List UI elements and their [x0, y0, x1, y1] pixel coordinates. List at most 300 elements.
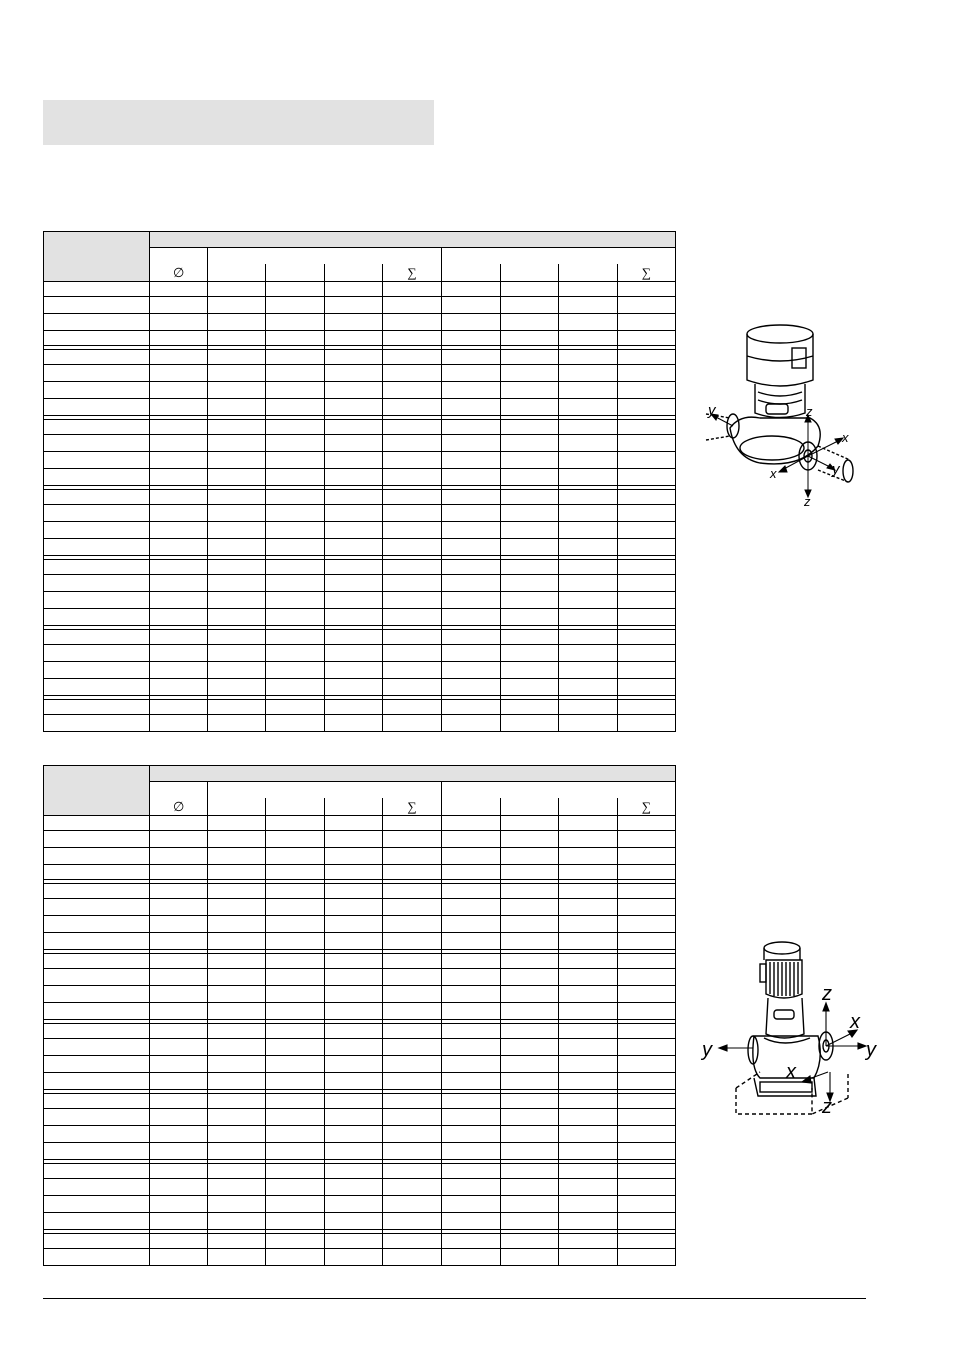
table-cell: [266, 933, 325, 950]
table-cell: [44, 662, 150, 679]
table-cell: [500, 420, 558, 435]
table-cell: [150, 899, 208, 916]
table-cell: [44, 865, 150, 880]
table-cell: [441, 399, 500, 416]
table-cell: [617, 1196, 675, 1213]
table-cell: [383, 365, 441, 382]
table-cell: [44, 490, 150, 505]
table-cell: [617, 831, 675, 848]
table-cell: [325, 916, 383, 933]
table-cell: [617, 916, 675, 933]
table-cell: [208, 469, 266, 486]
table-cell: [266, 969, 325, 986]
table-cell: [441, 865, 500, 880]
table-cell: [44, 435, 150, 452]
table-cell: [44, 1056, 150, 1073]
table-row: [44, 1196, 676, 1213]
table-cell: [208, 1039, 266, 1056]
table-cell: [150, 575, 208, 592]
table-cell: [208, 331, 266, 346]
table-cell: [441, 1164, 500, 1179]
table-cell: [325, 1213, 383, 1230]
table-cell: [325, 420, 383, 435]
table-row: [44, 592, 676, 609]
table-cell: [208, 831, 266, 848]
table-cell: [500, 865, 558, 880]
table-cell: [208, 560, 266, 575]
table-cell: [383, 933, 441, 950]
table-row: [44, 350, 676, 365]
table-cell: [150, 933, 208, 950]
inline-pump-axis-diagram-icon: [700, 318, 870, 513]
table-cell: [383, 1196, 441, 1213]
table-cell: [441, 420, 500, 435]
table-cell: [44, 899, 150, 916]
table-cell: [325, 1073, 383, 1090]
table-cell: [208, 522, 266, 539]
table-cell: [617, 1179, 675, 1196]
table-cell: [441, 831, 500, 848]
table-cell: [500, 522, 558, 539]
axis-label: z: [804, 494, 811, 509]
table-cell: [44, 399, 150, 416]
table-cell: [208, 592, 266, 609]
column-group-header: [150, 766, 676, 782]
table-cell: [558, 1213, 617, 1230]
table-cell: [325, 715, 383, 732]
table-cell: [383, 435, 441, 452]
table-cell: [441, 715, 500, 732]
table-cell: [383, 954, 441, 969]
axis-label: z: [822, 983, 832, 1005]
table-row: [44, 986, 676, 1003]
discharge-group-header: [441, 248, 675, 264]
table-cell: [383, 969, 441, 986]
table-cell: [383, 848, 441, 865]
table-cell: [383, 609, 441, 626]
table-cell: [383, 282, 441, 297]
table-cell: [617, 314, 675, 331]
table-cell: [617, 1039, 675, 1056]
table-cell: [208, 575, 266, 592]
table-row: [44, 630, 676, 645]
table-cell: [441, 679, 500, 696]
table-cell: [500, 592, 558, 609]
table-cell: [325, 700, 383, 715]
table-cell: [500, 435, 558, 452]
table-row: [44, 969, 676, 986]
table-cell: [325, 592, 383, 609]
table-cell: [266, 1039, 325, 1056]
table-row: [44, 715, 676, 732]
table-cell: [150, 399, 208, 416]
table-row: [44, 1073, 676, 1090]
table-cell: [558, 1024, 617, 1039]
table-cell: [383, 1024, 441, 1039]
table-cell: [150, 630, 208, 645]
table-cell: [441, 1213, 500, 1230]
table-cell: [266, 505, 325, 522]
table-cell: [441, 700, 500, 715]
table-cell: [150, 490, 208, 505]
table-cell: [500, 969, 558, 986]
table-cell: [266, 399, 325, 416]
axis-column-header: ∑: [617, 264, 675, 282]
table-cell: [617, 539, 675, 556]
table-cell: [208, 1024, 266, 1039]
table-cell: [383, 884, 441, 899]
table-cell: [208, 435, 266, 452]
table-row: [44, 420, 676, 435]
table-cell: [150, 1196, 208, 1213]
table-row: [44, 282, 676, 297]
table-cell: [617, 884, 675, 899]
table-cell: [266, 700, 325, 715]
table-cell: [208, 700, 266, 715]
table-cell: [266, 831, 325, 848]
table-cell: [500, 1164, 558, 1179]
table-cell: [266, 816, 325, 831]
table-cell: [500, 899, 558, 916]
table-row: [44, 435, 676, 452]
table-cell: [208, 1234, 266, 1249]
table-cell: [617, 1109, 675, 1126]
table-cell: [383, 816, 441, 831]
table-cell: [558, 986, 617, 1003]
table-cell: [44, 382, 150, 399]
table-cell: [441, 816, 500, 831]
table-cell: [150, 1024, 208, 1039]
table-cell: [150, 1003, 208, 1020]
table-cell: [325, 848, 383, 865]
table-cell: [617, 1126, 675, 1143]
table-cell: [150, 1056, 208, 1073]
table-cell: [325, 1143, 383, 1160]
table-cell: [383, 679, 441, 696]
table-cell: [617, 560, 675, 575]
axis-label: y: [866, 1039, 876, 1061]
table-cell: [150, 679, 208, 696]
table-cell: [558, 715, 617, 732]
table-cell: [325, 505, 383, 522]
table-cell: [383, 715, 441, 732]
table-cell: [266, 435, 325, 452]
table-cell: [500, 575, 558, 592]
table-cell: [441, 452, 500, 469]
table-cell: [617, 469, 675, 486]
table-cell: [208, 282, 266, 297]
table-cell: [383, 1039, 441, 1056]
table-cell: [500, 490, 558, 505]
table-cell: [441, 1024, 500, 1039]
table-cell: [383, 575, 441, 592]
table-cell: [266, 848, 325, 865]
table-cell: [617, 399, 675, 416]
table-cell: [383, 986, 441, 1003]
section-title-bar: [43, 100, 434, 145]
table-cell: [441, 382, 500, 399]
table-cell: [383, 1073, 441, 1090]
table-cell: [383, 297, 441, 314]
table-cell: [441, 969, 500, 986]
table-cell: [558, 314, 617, 331]
table-cell: [441, 522, 500, 539]
table-cell: [558, 522, 617, 539]
table-row: [44, 1234, 676, 1249]
table-cell: [44, 365, 150, 382]
table-cell: [558, 297, 617, 314]
table-cell: [44, 350, 150, 365]
axis-label: y: [832, 461, 840, 478]
table-cell: [558, 1126, 617, 1143]
table-cell: [208, 1109, 266, 1126]
table-cell: [441, 645, 500, 662]
table-cell: [500, 1003, 558, 1020]
table-cell: [325, 865, 383, 880]
table-cell: [441, 954, 500, 969]
table-cell: [617, 331, 675, 346]
table-cell: [441, 1039, 500, 1056]
table-cell: [150, 1126, 208, 1143]
table-row: [44, 831, 676, 848]
table-cell: [44, 630, 150, 645]
table-cell: [150, 1073, 208, 1090]
table-cell: [266, 1164, 325, 1179]
table-cell: [325, 1234, 383, 1249]
table-cell: [208, 969, 266, 986]
table-cell: [266, 592, 325, 609]
table-cell: [500, 314, 558, 331]
table-cell: [558, 831, 617, 848]
table-cell: [500, 1234, 558, 1249]
table-cell: [558, 539, 617, 556]
table-cell: [44, 1179, 150, 1196]
table-cell: [44, 715, 150, 732]
table-cell: [325, 609, 383, 626]
table-cell: [150, 314, 208, 331]
table-cell: [208, 365, 266, 382]
table-cell: [44, 282, 150, 297]
table-cell: [325, 365, 383, 382]
table-cell: [558, 331, 617, 346]
table-cell: [500, 1039, 558, 1056]
table-cell: [325, 1094, 383, 1109]
table-cell: [383, 452, 441, 469]
table-cell: [325, 1196, 383, 1213]
table-cell: [383, 469, 441, 486]
table-cell: [150, 505, 208, 522]
table-cell: [558, 1164, 617, 1179]
table-cell: [150, 420, 208, 435]
table-row: [44, 469, 676, 486]
table-cell: [617, 1094, 675, 1109]
table-cell: [500, 1143, 558, 1160]
table-cell: [383, 1179, 441, 1196]
axis-column-header: [208, 798, 266, 816]
table-cell: [266, 365, 325, 382]
table-cell: [44, 1094, 150, 1109]
nozzle-load-table-top: [43, 231, 676, 732]
table-cell: [617, 715, 675, 732]
table-cell: [266, 954, 325, 969]
table-cell: [150, 816, 208, 831]
table-cell: [441, 1094, 500, 1109]
table-cell: [500, 1073, 558, 1090]
table-cell: [208, 382, 266, 399]
table-cell: [150, 1094, 208, 1109]
table-cell: [617, 365, 675, 382]
table-cell: [558, 884, 617, 899]
table-cell: [44, 679, 150, 696]
table-cell: [617, 933, 675, 950]
table-cell: [383, 539, 441, 556]
table-row: [44, 916, 676, 933]
table-cell: [208, 848, 266, 865]
table-cell: [617, 1164, 675, 1179]
table-cell: [325, 469, 383, 486]
table-cell: [208, 954, 266, 969]
table-cell: [617, 1213, 675, 1230]
table-cell: [208, 1094, 266, 1109]
table-cell: [208, 662, 266, 679]
table-cell: [500, 916, 558, 933]
table-cell: [500, 331, 558, 346]
table-cell: [266, 1126, 325, 1143]
table-cell: [44, 297, 150, 314]
table-cell: [500, 1213, 558, 1230]
table-cell: [558, 969, 617, 986]
table-row: [44, 1143, 676, 1160]
table-cell: [150, 350, 208, 365]
table-cell: [266, 1234, 325, 1249]
table-cell: [558, 1039, 617, 1056]
table-row: [44, 1179, 676, 1196]
table-cell: [44, 831, 150, 848]
suction-group-header: [208, 782, 441, 798]
table-cell: [558, 916, 617, 933]
table-cell: [500, 700, 558, 715]
table-cell: [150, 1179, 208, 1196]
table-row: [44, 522, 676, 539]
table-cell: [44, 539, 150, 556]
table-cell: [150, 382, 208, 399]
table-cell: [441, 630, 500, 645]
table-row: [44, 399, 676, 416]
table-cell: [441, 365, 500, 382]
table-cell: [44, 700, 150, 715]
table-cell: [44, 331, 150, 346]
table-cell: [325, 1003, 383, 1020]
table-row: [44, 314, 676, 331]
table-cell: [150, 560, 208, 575]
table-cell: [441, 350, 500, 365]
table-cell: [150, 282, 208, 297]
axis-column-header: [325, 264, 383, 282]
axis-label: x: [786, 1061, 796, 1083]
table-cell: [383, 1126, 441, 1143]
table-cell: [325, 1109, 383, 1126]
axis-label: z: [822, 1096, 832, 1118]
table-cell: [325, 645, 383, 662]
table-cell: [208, 865, 266, 880]
table-cell: [558, 816, 617, 831]
table-cell: [150, 592, 208, 609]
table-cell: [208, 609, 266, 626]
table-cell: [558, 1003, 617, 1020]
table-cell: [383, 645, 441, 662]
table-cell: [558, 435, 617, 452]
table-cell: [325, 297, 383, 314]
table-row: [44, 1164, 676, 1179]
table-cell: [44, 592, 150, 609]
table-cell: [500, 1126, 558, 1143]
table-cell: [150, 831, 208, 848]
table-cell: [617, 350, 675, 365]
table-cell: [558, 1056, 617, 1073]
axis-column-header: [558, 798, 617, 816]
table-cell: [558, 848, 617, 865]
table-cell: [325, 331, 383, 346]
table-cell: [441, 314, 500, 331]
table-cell: [383, 865, 441, 880]
table-cell: [383, 382, 441, 399]
table-cell: [266, 662, 325, 679]
table-cell: [150, 1143, 208, 1160]
table-cell: [44, 848, 150, 865]
table-cell: [266, 490, 325, 505]
table-cell: [558, 382, 617, 399]
table-cell: [44, 1039, 150, 1056]
table-cell: [266, 382, 325, 399]
table-cell: [558, 420, 617, 435]
table-cell: [500, 350, 558, 365]
table-cell: [500, 560, 558, 575]
table-cell: [558, 575, 617, 592]
table-cell: [441, 662, 500, 679]
table-cell: [44, 1003, 150, 1020]
table-cell: [558, 282, 617, 297]
table-cell: [150, 865, 208, 880]
table-cell: [266, 1143, 325, 1160]
table-cell: [208, 1003, 266, 1020]
table-cell: [383, 1234, 441, 1249]
table-row: [44, 899, 676, 916]
table-cell: [500, 297, 558, 314]
table-cell: [44, 609, 150, 626]
table-row: [44, 452, 676, 469]
table-cell: [266, 1024, 325, 1039]
axis-column-header: [500, 264, 558, 282]
table-cell: [441, 986, 500, 1003]
axis-column-header: [500, 798, 558, 816]
table-row: [44, 1213, 676, 1230]
table-cell: [266, 282, 325, 297]
table-cell: [150, 884, 208, 899]
table-cell: [150, 1213, 208, 1230]
axis-column-header: [325, 798, 383, 816]
table-cell: [383, 1003, 441, 1020]
table-cell: [325, 1249, 383, 1266]
table-cell: [150, 916, 208, 933]
table-cell: [325, 816, 383, 831]
table-cell: [266, 1073, 325, 1090]
table-cell: [44, 954, 150, 969]
table-cell: [558, 1179, 617, 1196]
table-row: [44, 609, 676, 626]
table-cell: [208, 899, 266, 916]
table-cell: [266, 539, 325, 556]
table-cell: [325, 282, 383, 297]
